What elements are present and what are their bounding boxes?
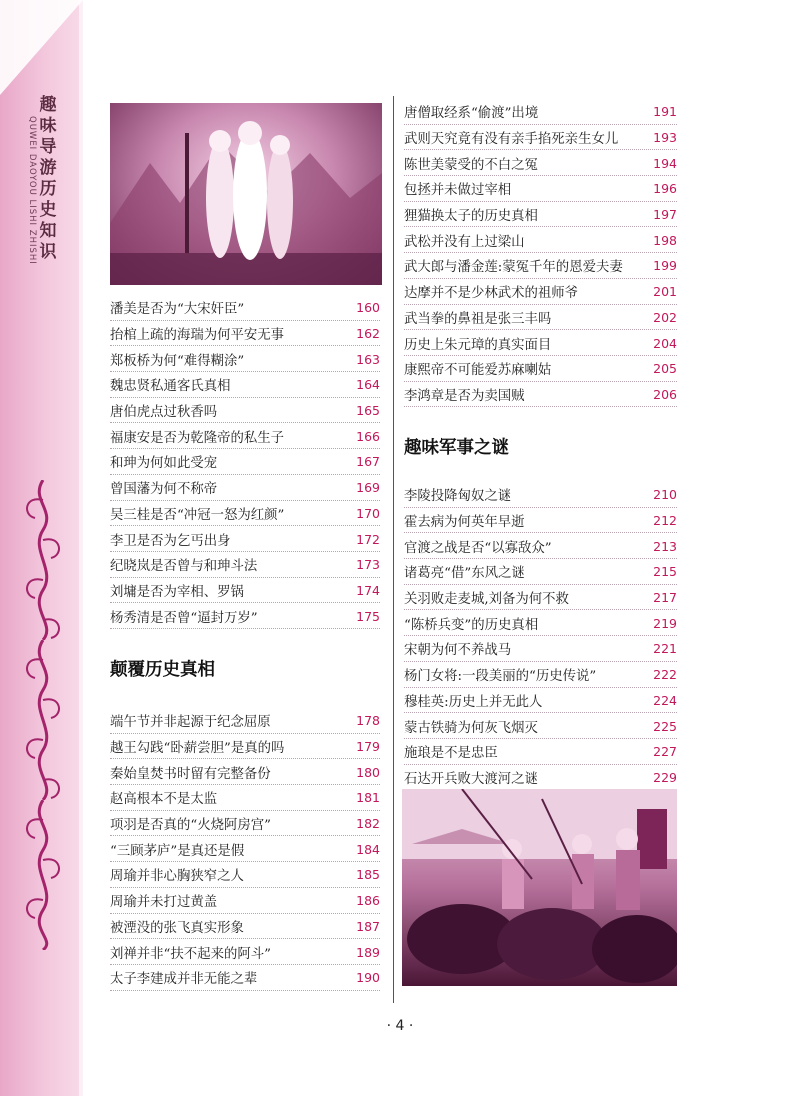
toc-entry-page: 212 <box>653 513 677 529</box>
toc-entry-page: 205 <box>653 361 677 377</box>
toc-entry-title: 越王勾践“卧薪尝胆”是真的吗 <box>110 741 285 757</box>
toc-entry[interactable] <box>110 398 380 424</box>
toc-entry-title: 赵高根本不是太监 <box>110 792 218 808</box>
series-char: 识 <box>39 242 57 262</box>
toc-entry[interactable] <box>404 688 677 714</box>
toc-entry[interactable] <box>110 708 380 734</box>
statues-illustration <box>110 103 382 285</box>
toc-entry-page: 160 <box>356 300 380 316</box>
toc-entry-page: 202 <box>653 309 677 325</box>
toc-entry-title: 李陵投降匈奴之谜 <box>404 489 512 505</box>
toc-entry-title: 唐伯虎点过秋香吗 <box>110 405 218 421</box>
toc-entry[interactable] <box>404 482 677 508</box>
toc-entry-title: 秦始皇焚书时留有完整备份 <box>110 766 271 782</box>
toc-entry-title: 武大郎与潘金莲:蒙冤千年的恩爱夫妻 <box>404 260 623 276</box>
toc-entry-title: 包拯并未做过宰相 <box>404 183 512 199</box>
toc-entry[interactable] <box>404 662 677 688</box>
toc-entry-title: 穆桂英:历史上并无此人 <box>404 694 543 710</box>
toc-entry-title: 杨秀清是否曾“逼封万岁” <box>110 610 258 626</box>
toc-entry-page: 167 <box>356 454 380 470</box>
toc-entry-title: 端午节并非起源于纪念屈原 <box>110 715 271 731</box>
series-pinyin: QUWEI DAOYOU LISHI ZHISHI <box>27 116 37 265</box>
toc-entry-title: 潘美是否为“大宋奸臣” <box>110 302 245 318</box>
toc-entry-title: 魏忠贤私通客氏真相 <box>110 379 231 395</box>
toc-entry[interactable] <box>404 330 677 356</box>
toc-list-right-1 <box>404 99 677 407</box>
toc-entry-title: 被湮没的张飞真实形象 <box>110 920 244 936</box>
toc-entry-title: 霍去病为何英年早逝 <box>404 515 525 531</box>
toc-entry[interactable] <box>110 603 380 629</box>
toc-entry[interactable] <box>404 533 677 559</box>
scroll-ornament <box>20 480 66 640</box>
toc-entry[interactable] <box>110 862 380 888</box>
toc-entry-title: 李卫是否为乞丐出身 <box>110 533 231 549</box>
toc-entry[interactable] <box>110 526 380 552</box>
toc-entry[interactable] <box>110 552 380 578</box>
toc-entry-page: 185 <box>356 867 380 883</box>
toc-entry-page: 198 <box>653 232 677 248</box>
toc-entry[interactable] <box>110 914 380 940</box>
toc-entry-page: 224 <box>653 692 677 708</box>
toc-entry-page: 162 <box>356 326 380 342</box>
toc-entry[interactable] <box>110 501 380 527</box>
toc-entry-title: 周瑜并未打过黄盖 <box>110 895 218 911</box>
toc-entry-page: 210 <box>653 487 677 503</box>
toc-entry[interactable] <box>110 475 380 501</box>
toc-entry-title: “三顾茅庐”是真还是假 <box>110 843 245 859</box>
toc-entry-page: 222 <box>653 667 677 683</box>
toc-entry[interactable] <box>404 508 677 534</box>
toc-entry-page: 186 <box>356 893 380 909</box>
toc-entry-title: 石达开兵败大渡河之谜 <box>404 771 538 787</box>
toc-entry-page: 165 <box>356 403 380 419</box>
toc-entry-page: 181 <box>356 790 380 806</box>
toc-entry-page: 213 <box>653 538 677 554</box>
toc-entry-page: 215 <box>653 564 677 580</box>
toc-entry-title: 陈世美蒙受的不白之冤 <box>404 157 538 173</box>
toc-entry[interactable] <box>110 734 380 760</box>
toc-entry-page: 225 <box>653 718 677 734</box>
statues-photo <box>110 103 382 285</box>
toc-entry[interactable] <box>404 610 677 636</box>
toc-entry-title: 武则天究竟有没有亲手掐死亲生女儿 <box>404 132 619 148</box>
toc-entry[interactable] <box>110 346 380 372</box>
toc-entry[interactable] <box>110 423 380 449</box>
column-divider <box>393 96 394 1003</box>
series-char: 游 <box>39 158 57 178</box>
toc-entry[interactable] <box>110 759 380 785</box>
scroll-ornament <box>20 640 66 800</box>
toc-entry[interactable] <box>404 125 677 151</box>
toc-entry-title: 太子李建成并非无能之辈 <box>110 972 258 988</box>
toc-entry[interactable] <box>110 811 380 837</box>
toc-entry-page: 182 <box>356 816 380 832</box>
series-char: 导 <box>39 137 57 157</box>
toc-list-left-2 <box>110 708 380 991</box>
toc-list-left-1 <box>110 295 380 629</box>
toc-entry[interactable] <box>404 559 677 585</box>
toc-entry[interactable] <box>404 636 677 662</box>
toc-entry-title: 武松并没有上过梁山 <box>404 234 525 250</box>
toc-entry-page: 201 <box>653 284 677 300</box>
toc-entry-page: 166 <box>356 428 380 444</box>
cavalry-photo <box>402 789 677 986</box>
toc-entry[interactable] <box>110 836 380 862</box>
toc-entry-page: 219 <box>653 615 677 631</box>
toc-entry-page: 199 <box>653 258 677 274</box>
toc-entry-page: 196 <box>653 181 677 197</box>
toc-entry-title: 施琅是不是忠臣 <box>404 746 498 762</box>
toc-entry-page: 179 <box>356 739 380 755</box>
toc-entry-page: 180 <box>356 764 380 780</box>
toc-entry[interactable] <box>404 356 677 382</box>
toc-entry[interactable] <box>404 253 677 279</box>
toc-entry-title: 刘墉是否为宰相、罗锅 <box>110 584 244 600</box>
toc-entry[interactable] <box>110 888 380 914</box>
toc-entry-title: 康熙帝不可能爱苏麻喇姑 <box>404 363 552 379</box>
toc-entry[interactable] <box>404 176 677 202</box>
toc-entry-page: 206 <box>653 386 677 402</box>
toc-entry[interactable] <box>110 295 380 321</box>
toc-entry-title: 郑板桥为何“难得糊涂” <box>110 353 245 369</box>
toc-entry-page: 217 <box>653 590 677 606</box>
section-heading-military-mysteries: 趣味军事之谜 <box>404 438 509 458</box>
toc-entry[interactable] <box>404 739 677 765</box>
toc-entry-page: 187 <box>356 918 380 934</box>
scroll-ornament-icon <box>20 800 66 950</box>
series-char: 史 <box>39 200 57 220</box>
toc-entry[interactable] <box>404 765 677 791</box>
toc-entry-title: 吴三桂是否“冲冠一怒为红颜” <box>110 507 285 523</box>
toc-entry[interactable] <box>110 939 380 965</box>
toc-entry-title: 曾国藩为何不称帝 <box>110 482 218 498</box>
page-number: · 4 · <box>386 1018 414 1034</box>
toc-entry-title: 抬棺上疏的海瑞为何平安无事 <box>110 328 285 344</box>
toc-entry-title: 武当拳的鼻祖是张三丰吗 <box>404 311 552 327</box>
toc-entry[interactable] <box>110 372 380 398</box>
toc-entry-page: 197 <box>653 207 677 223</box>
toc-entry-title: 刘禅并非“扶不起来的阿斗” <box>110 946 271 962</box>
toc-entry-page: 229 <box>653 769 677 785</box>
toc-entry-page: 170 <box>356 505 380 521</box>
toc-entry-title: 杨门女将:一段美丽的“历史传说” <box>404 669 597 685</box>
series-title-vertical <box>38 95 58 263</box>
band-edge-strip <box>79 0 83 1096</box>
band-corner-cut <box>0 0 83 95</box>
toc-entry-title: 诸葛亮“借”东风之谜 <box>404 566 525 582</box>
toc-entry-page: 194 <box>653 155 677 171</box>
toc-entry[interactable] <box>404 227 677 253</box>
toc-entry[interactable] <box>404 585 677 611</box>
toc-entry-title: 宋朝为何不养战马 <box>404 643 512 659</box>
scroll-ornament-icon <box>20 480 66 640</box>
scroll-ornament <box>20 800 66 950</box>
toc-entry-title: 项羽是否真的“火烧阿房宫” <box>110 818 271 834</box>
toc-entry[interactable] <box>110 785 380 811</box>
toc-entry[interactable] <box>404 99 677 125</box>
toc-entry[interactable] <box>110 321 380 347</box>
toc-entry-page: 227 <box>653 744 677 760</box>
toc-entry[interactable] <box>404 305 677 331</box>
series-char: 趣 <box>39 95 57 115</box>
toc-entry[interactable] <box>404 713 677 739</box>
toc-entry-page: 172 <box>356 531 380 547</box>
toc-entry-page: 178 <box>356 713 380 729</box>
toc-entry[interactable] <box>110 449 380 475</box>
toc-entry-title: 李鸿章是否为卖国贼 <box>404 388 525 404</box>
toc-entry-page: 169 <box>356 480 380 496</box>
toc-entry[interactable] <box>404 279 677 305</box>
toc-entry-title: 蒙古铁骑为何灰飞烟灭 <box>404 720 538 736</box>
toc-entry-page: 221 <box>653 641 677 657</box>
toc-entry-title: 福康安是否为乾隆帝的私生子 <box>110 430 285 446</box>
toc-list-right-2 <box>404 482 677 790</box>
series-char: 味 <box>39 116 57 136</box>
toc-entry-title: 纪晓岚是否曾与和珅斗法 <box>110 559 258 575</box>
toc-entry-page: 174 <box>356 582 380 598</box>
toc-entry-page: 190 <box>356 970 380 986</box>
toc-entry[interactable] <box>404 202 677 228</box>
toc-entry-title: 唐僧取经系“偷渡”出境 <box>404 106 539 122</box>
toc-entry-page: 173 <box>356 557 380 573</box>
toc-entry[interactable] <box>110 578 380 604</box>
toc-entry-title: 达摩并不是少林武术的祖师爷 <box>404 286 579 302</box>
toc-entry-page: 204 <box>653 335 677 351</box>
toc-entry-title: 历史上朱元璋的真实面目 <box>404 337 552 353</box>
toc-entry-title: 官渡之战是否“以寡敌众” <box>404 540 552 556</box>
toc-entry-page: 163 <box>356 351 380 367</box>
series-char: 历 <box>39 179 57 199</box>
section-heading-subvert-history: 颠覆历史真相 <box>110 660 215 680</box>
series-char: 知 <box>39 221 57 241</box>
toc-entry-title: 周瑜并非心胸狭窄之人 <box>110 869 244 885</box>
toc-entry-page: 191 <box>653 104 677 120</box>
toc-entry[interactable] <box>404 150 677 176</box>
toc-entry-page: 189 <box>356 944 380 960</box>
cavalry-illustration <box>402 789 677 986</box>
toc-entry-title: 关羽败走麦城,刘备为何不救 <box>404 592 569 608</box>
toc-entry[interactable] <box>404 382 677 408</box>
toc-entry[interactable] <box>110 965 380 991</box>
toc-entry-page: 175 <box>356 608 380 624</box>
toc-entry-title: 和珅为何如此受宠 <box>110 456 218 472</box>
toc-entry-title: 狸猫换太子的历史真相 <box>404 209 538 225</box>
scroll-ornament-icon <box>20 640 66 800</box>
toc-entry-page: 164 <box>356 377 380 393</box>
toc-entry-page: 193 <box>653 130 677 146</box>
toc-entry-title: “陈桥兵变”的历史真相 <box>404 617 539 633</box>
toc-entry-page: 184 <box>356 841 380 857</box>
